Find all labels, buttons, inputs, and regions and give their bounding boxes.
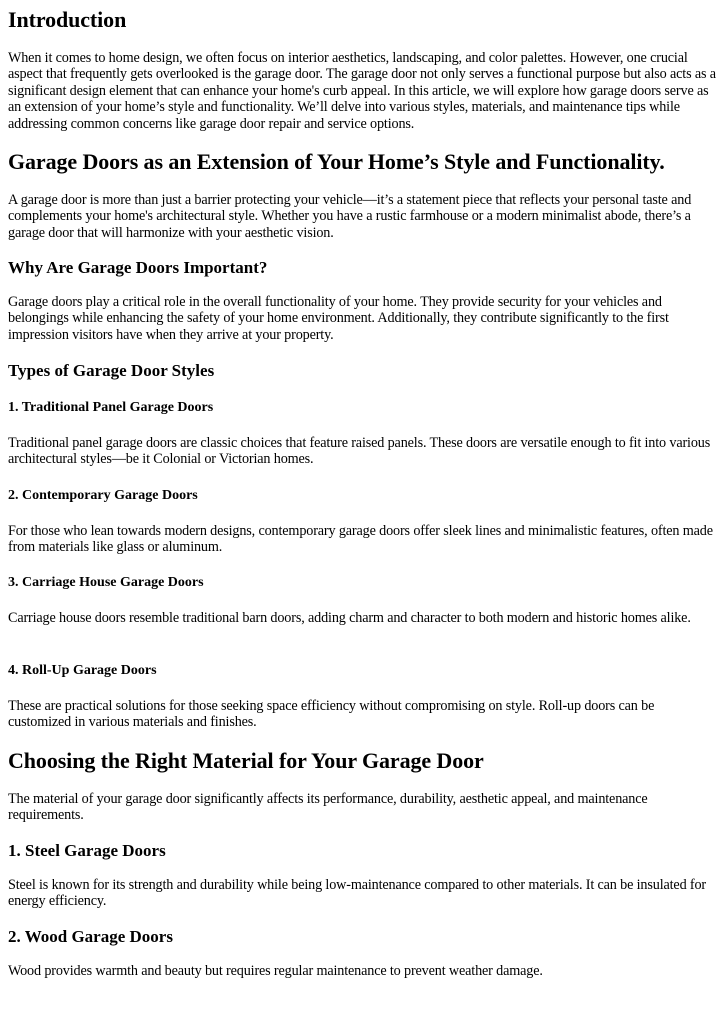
style-text-rollup: These are practical solutions for those seeking space efficiency without compromising on style. Roll-up doors can be customized in various materials and finishes. [8, 698, 655, 731]
style-title-rollup: 4. Roll-Up Garage Doors [8, 663, 157, 678]
material-paragraph: The material of your garage door significantly affects its performance, durability, aesthetic appeal, and maintenance requirements. [8, 791, 648, 824]
material-title-wood: 2. Wood Garage Doors [8, 927, 173, 946]
style-text-carriage: Carriage house doors resemble traditional barn doors, adding charm and character to both modern and historic homes alike. [8, 610, 691, 626]
intro-heading: Introduction [8, 7, 127, 32]
material-heading: Choosing the Right Material for Your Garage Door [8, 748, 484, 773]
material-text-steel: Steel is known for its strength and durability while being low-maintenance compared to other materials. It can be insulated for energy efficiency. [8, 877, 707, 910]
important-heading: Why Are Garage Doors Important? [8, 258, 268, 277]
material-title-steel: 1. Steel Garage Doors [8, 841, 166, 860]
styles-heading: Types of Garage Door Styles [8, 361, 215, 380]
style-title-carriage: 3. Carriage House Garage Doors [8, 575, 204, 590]
style-text-contemporary: For those who lean towards modern designs, contemporary garage doors offer sleek lines and minimalistic features, often made from materials like glass or aluminum. [8, 523, 713, 556]
style-title-traditional: 1. Traditional Panel Garage Doors [8, 400, 214, 415]
style-title-contemporary: 2. Contemporary Garage Doors [8, 488, 198, 503]
extension-heading: Garage Doors as an Extension of Your Home’s Style and Functionality. [8, 149, 665, 174]
material-text-wood: Wood provides warmth and beauty but requires regular maintenance to prevent weather damage. [8, 963, 543, 979]
style-text-traditional: Traditional panel garage doors are classic choices that feature raised panels. These doors are versatile enough to fit into various architectural styles—be it Colonial or Victorian homes. [8, 435, 711, 468]
extension-paragraph: A garage door is more than just a barrier protecting your vehicle—it’s a statement piece that reflects your personal taste and complements your home's architectural style. Whether you have a rustic farmhouse or a modern minimalist abode, there’s a garage door that will harmonize with your aesthetic vision. [8, 192, 692, 241]
important-paragraph: Garage doors play a critical role in the overall functionality of your home. They provide security for your vehicles and belongings while enhancing the safety of your home environment. Additionally, they contribute significantly to the first impression visitors have when they arrive at your property. [8, 294, 669, 343]
intro-paragraph: When it comes to home design, we often focus on interior aesthetics, landscaping, and color palettes. However, one crucial aspect that frequently gets overlooked is the garage door. The garage door not only serves a functional purpose but also acts as a significant design element that can enhance your home's curb appeal. In this article, we will explore how garage doors serve as an extension of your home’s style and functionality. We’ll delve into various styles, materials, and maintenance tips while addressing common concerns like garage door repair and service options. [8, 50, 716, 132]
